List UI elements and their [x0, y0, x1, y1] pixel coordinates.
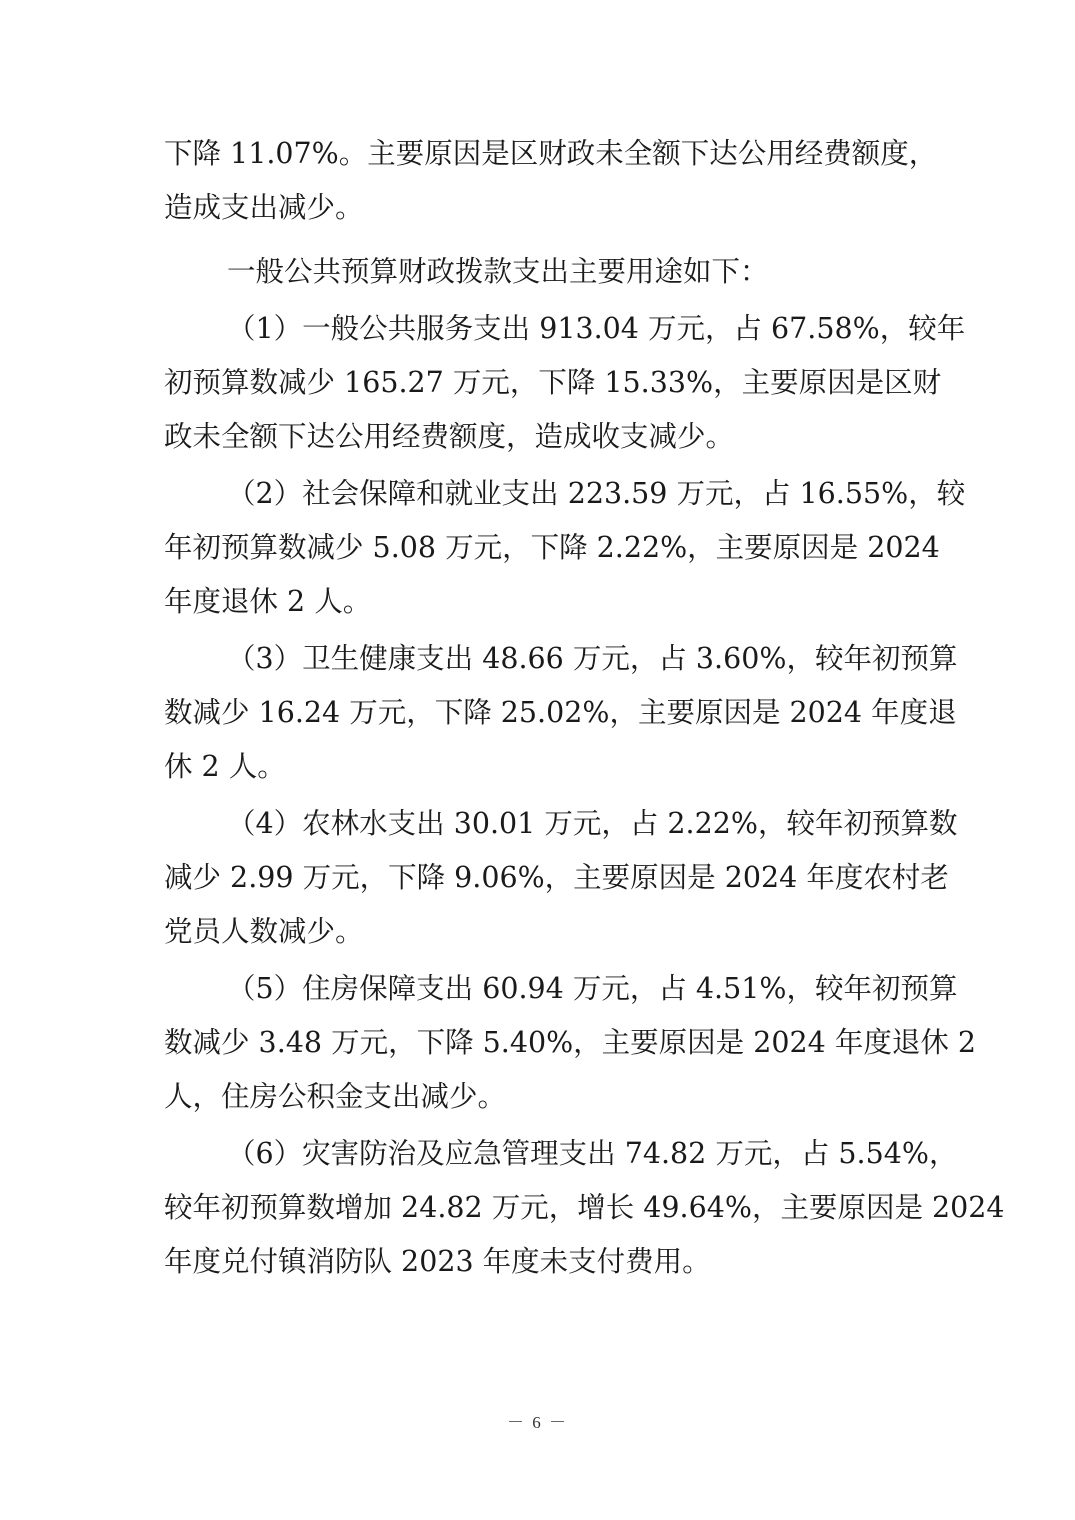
item-3-line: 休 2 人。 — [164, 750, 286, 783]
item-4-line: （4）农林水支出 30.01 万元，占 2.22%，较年初预算数 — [227, 807, 958, 840]
item-6-line: （6）灾害防治及应急管理支出 74.82 万元，占 5.54%， — [227, 1137, 958, 1170]
item-5-line: 人，住房公积金支出减少。 — [164, 1080, 507, 1113]
text-line: 下降 11.07%。主要原因是区财政未全额下达公用经费额度， — [164, 137, 938, 170]
item-3-line: 数减少 16.24 万元，下降 25.02%，主要原因是 2024 年度退 — [164, 696, 957, 729]
item-3-line: （3）卫生健康支出 48.66 万元，占 3.60%，较年初预算 — [227, 642, 958, 675]
item-6-line: 年度兑付镇消防队 2023 年度未支付费用。 — [164, 1245, 711, 1278]
item-2-line: 年度退休 2 人。 — [164, 585, 372, 618]
item-5-line: 数减少 3.48 万元，下降 5.40%，主要原因是 2024 年度退休 2 — [164, 1026, 977, 1059]
item-1-line: 政未全额下达公用经费额度，造成收支减少。 — [164, 420, 735, 453]
text-line: 造成支出减少。 — [164, 191, 364, 224]
item-5-line: （5）住房保障支出 60.94 万元，占 4.51%，较年初预算 — [227, 972, 958, 1005]
item-4-line: 减少 2.99 万元，下降 9.06%，主要原因是 2024 年度农村老 — [164, 861, 949, 894]
section-intro: 一般公共预算财政拨款支出主要用途如下： — [227, 255, 769, 288]
item-1-line: （1）一般公共服务支出 913.04 万元，占 67.58%，较年 — [227, 312, 966, 345]
item-1-line: 初预算数减少 165.27 万元，下降 15.33%，主要原因是区财 — [164, 366, 942, 399]
item-6-line: 较年初预算数增加 24.82 万元，增长 49.64%，主要原因是 2024 — [164, 1191, 1005, 1224]
page-number: － 6 － — [507, 1413, 568, 1432]
item-4-line: 党员人数减少。 — [164, 915, 364, 948]
item-2-line: （2）社会保障和就业支出 223.59 万元，占 16.55%，较 — [227, 477, 966, 510]
item-2-line: 年初预算数减少 5.08 万元，下降 2.22%，主要原因是 2024 — [164, 531, 940, 564]
